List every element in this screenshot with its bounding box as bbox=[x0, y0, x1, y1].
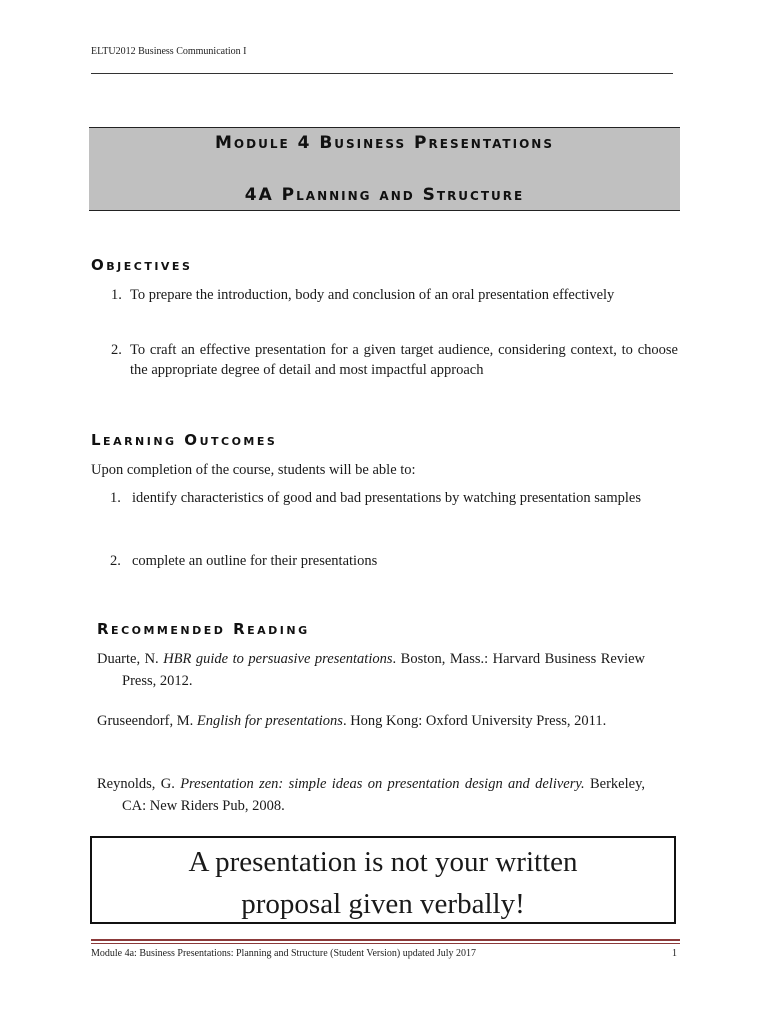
outcome-item bbox=[110, 488, 645, 528]
outcome-number: 1. bbox=[110, 490, 121, 506]
outcome-text: complete an outline for their presentations bbox=[132, 553, 378, 569]
objective-text: To prepare the introduction, body and conclusion of an oral presentation effectively bbox=[130, 287, 615, 303]
learning-outcomes-heading: Learning Outcomes bbox=[91, 431, 278, 449]
objective-number: 1. bbox=[111, 287, 122, 303]
objectives-heading: Objectives bbox=[91, 256, 193, 274]
reference-author: Duarte, N. bbox=[97, 651, 164, 667]
footer-text: Module 4a: Business Presentations: Planning and Structure (Student Version) updated July 2017 bbox=[91, 948, 477, 959]
outcome-number: 2. bbox=[110, 553, 121, 569]
module-title: Module 4 Business Presentations bbox=[215, 133, 554, 153]
footer-rule-thin bbox=[91, 943, 680, 944]
callout-line-1: A presentation is not your written bbox=[188, 846, 578, 878]
header-rule bbox=[91, 73, 673, 74]
reference-title: English for presentations bbox=[196, 713, 343, 729]
learning-outcomes-intro: Upon completion of the course, students will be able to: bbox=[91, 462, 416, 478]
objective-text: To craft an effective presentation for a given target audience, considering context, to choose the appropriate degree of detail and most impactful approach bbox=[130, 342, 678, 378]
footer-rule bbox=[91, 939, 680, 941]
objective-number: 2. bbox=[111, 342, 122, 358]
reference-publisher: . Hong Kong: Oxford University Press, 2011. bbox=[342, 713, 607, 729]
reference-author: Gruseendorf, M. bbox=[97, 713, 197, 729]
outcome-text: identify characteristics of good and bad presentations by watching presentation samples bbox=[132, 490, 641, 506]
reference-author: Reynolds, G. bbox=[97, 776, 181, 792]
module-subtitle: 4A Planning and Structure bbox=[244, 185, 525, 205]
reference-title: HBR guide to persuasive presentations bbox=[163, 651, 393, 667]
reference-entry bbox=[97, 648, 645, 692]
reference-publisher: Berkeley, CA: New Riders Pub, 2008. bbox=[122, 776, 646, 814]
outcome-item bbox=[110, 551, 645, 571]
callout-box bbox=[90, 836, 676, 924]
recommended-reading-heading: Recommended Reading bbox=[97, 620, 310, 638]
reference-entry bbox=[97, 710, 645, 732]
reference-title: Presentation zen: simple ideas on presentation design and delivery. bbox=[180, 776, 585, 792]
page-number: 1 bbox=[672, 948, 677, 959]
objective-item bbox=[111, 340, 678, 380]
title-box bbox=[89, 127, 680, 211]
reference-publisher: . Boston, Mass.: Harvard Business Review Press, 2012. bbox=[122, 651, 646, 689]
reference-entry bbox=[97, 773, 645, 817]
objective-item bbox=[111, 285, 678, 325]
header-course-name: ELTU2012 Business Communication I bbox=[91, 46, 247, 57]
callout-line-2: proposal given verbally! bbox=[241, 888, 525, 920]
